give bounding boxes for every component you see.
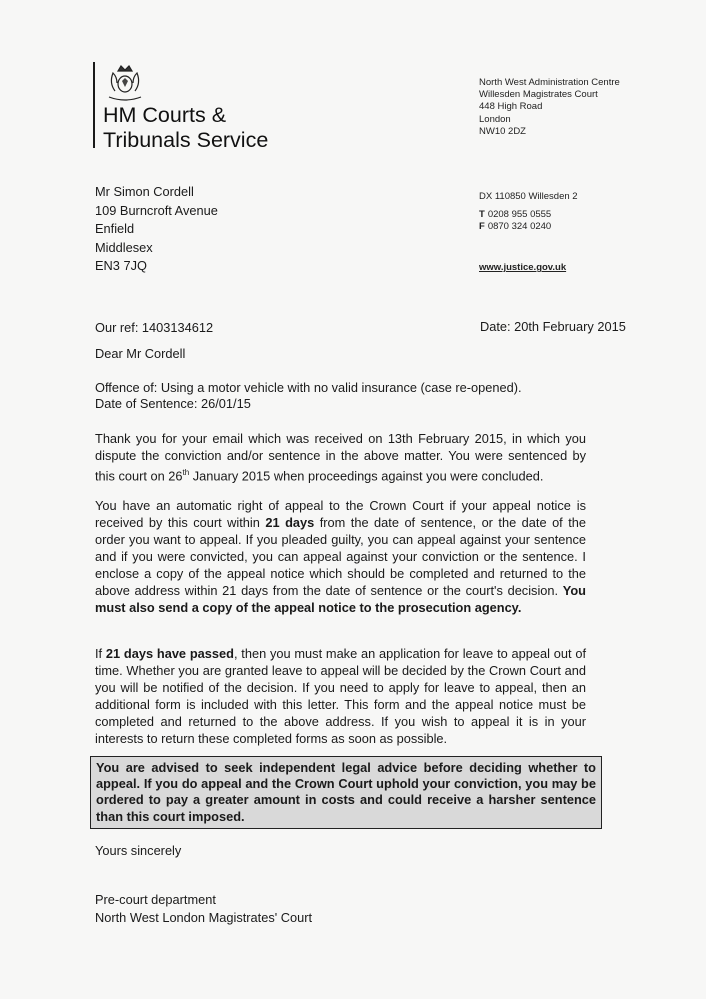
paragraph-leave-to-appeal <box>95 645 586 747</box>
recipient-line: Enfield <box>95 221 135 236</box>
website-link[interactable]: www.justice.gov.uk <box>479 262 567 273</box>
sentence-date: Date of Sentence: 26/01/15 <box>95 396 251 411</box>
fax-label: F <box>479 221 485 233</box>
telephone-label: T <box>479 209 485 220</box>
para2-text-mid: from the date of sentence, or the date of the order you want to appeal. If you pleaded guilty, you can appeal against your sentence and if you were convicted, you can appeal against your conviction or the sentence. I enclose a copy of the appeal notice which should be completed and returned to the above address within 21 days from the date of sentence or the court's decision. <box>95 515 587 598</box>
recipient-line: 109 Burncroft Avenue <box>95 202 218 218</box>
para1-superscript: th <box>182 468 190 477</box>
org-name-line2: Tribunals Service <box>103 128 269 152</box>
telephone-number: 0208 955 0555 <box>487 209 552 220</box>
paragraph-right-of-appeal <box>95 497 586 616</box>
court-address-line: London <box>479 113 511 125</box>
court-address-line: Willesden Magistrates Court <box>479 89 598 101</box>
legal-advice-warning-box <box>90 756 602 829</box>
closing: Yours sincerely <box>95 843 182 858</box>
court-address-line: North West Administration Centre <box>479 77 620 88</box>
para3-text: If <box>95 646 106 661</box>
dx-number: DX 110850 Willesden 2 <box>479 191 578 202</box>
offence-line: Offence of: Using a motor vehicle with no valid insurance (case re-opened). <box>95 380 522 395</box>
royal-crest-icon <box>103 61 147 101</box>
para2-bold-instruction: You must also send a copy of the appeal notice to the prosecution agency. <box>95 583 586 615</box>
salutation: Dear Mr Cordell <box>95 346 186 361</box>
court-address <box>479 77 620 138</box>
contact-numbers <box>479 209 551 233</box>
para3-bold-days: 21 days have passed <box>105 646 234 661</box>
court-address-line: NW10 2DZ <box>479 125 526 137</box>
offence-details <box>95 380 615 412</box>
fax-line <box>479 221 551 233</box>
our-reference: Our ref: 1403134612 <box>95 320 214 335</box>
para1-text-end: January 2015 when proceedings against you were concluded. <box>189 468 544 484</box>
court-address-line: 448 High Road <box>479 101 543 113</box>
paragraph-acknowledgement <box>95 430 586 484</box>
recipient-line: Middlesex <box>95 239 153 255</box>
para1-text: Thank you for your email which was received on 13th February 2015, in which you dispute the conviction and/or sentence in the above matter. You were sentenced by this court on 26 <box>95 431 586 484</box>
organisation-name <box>103 103 268 153</box>
para2-text: You have an automatic right of appeal to the Crown Court if your appeal notice is received by this court within <box>95 498 586 530</box>
para2-bold-days: 21 days <box>265 515 315 530</box>
recipient-line: EN3 7JQ <box>95 258 147 273</box>
signature-department: Pre-court department <box>95 892 216 907</box>
warning-text: You are advised to seek independent legal advice before deciding whether to appeal. If you do appeal and the Crown Court uphold your conviction, you may be ordered to pay a greater amount in costs and could receive a harsher sentence than this court imposed. <box>96 760 596 824</box>
recipient-address <box>95 183 218 276</box>
org-name-line1: HM Courts & <box>103 103 227 127</box>
telephone-line <box>479 209 551 221</box>
recipient-line: Mr Simon Cordell <box>95 184 194 199</box>
fax-number: 0870 324 0240 <box>487 221 552 233</box>
signature-court: North West London Magistrates' Court <box>95 910 313 925</box>
letter-date: Date: 20th February 2015 <box>480 319 626 334</box>
logo-divider <box>93 62 95 148</box>
para3-text-end: , then you must make an application for leave to appeal out of time. Whether you are granted leave to appeal will be decided by the Crown Court and you will be notified of the decision. If you need to apply for leave to appeal, then an additional form is included with this letter. This form and the appeal notice must be completed and returned to the above address. If you wish to appeal it is in your interests to return these completed forms as soon as possible. <box>95 646 586 746</box>
